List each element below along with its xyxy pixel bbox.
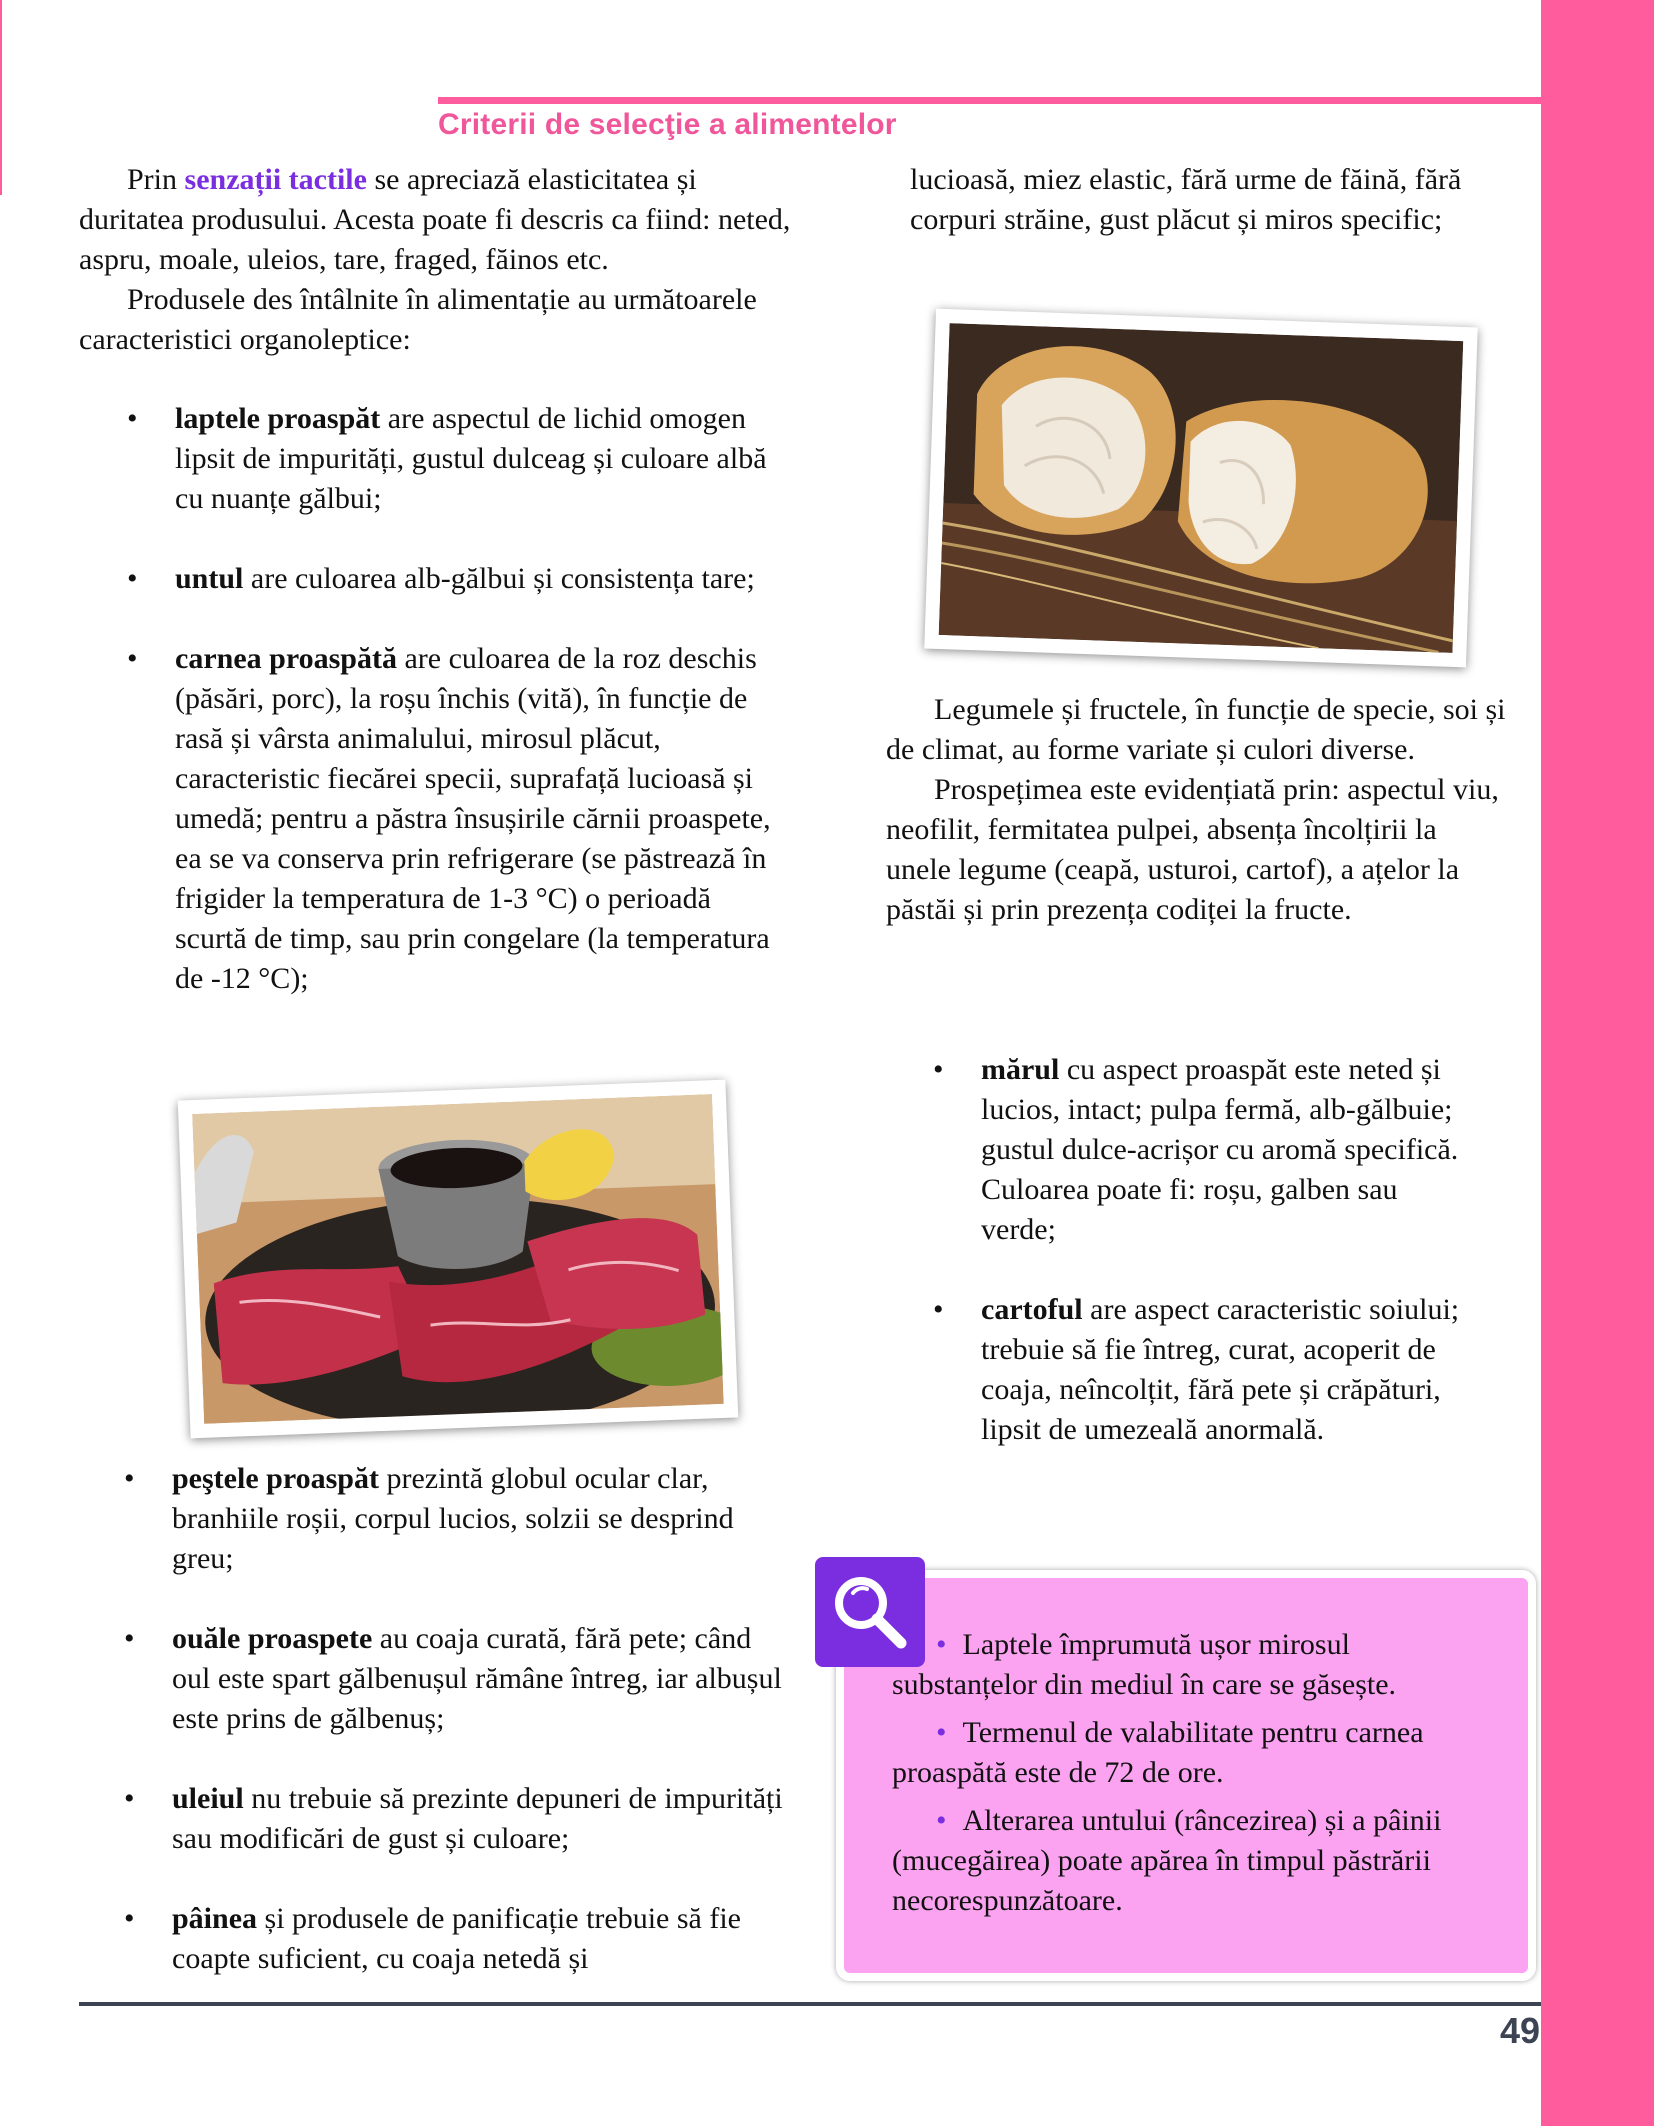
item-term: pâinea [172,1902,258,1935]
list-item [127,639,787,999]
item-term: uleiul [172,1782,244,1815]
item-term: mărul [981,1053,1060,1086]
bullet-icon: • [127,562,138,595]
item-text: prezintă globul ocular clar, branhiile roșii, corpul lucios, solzii se desprind greu; [172,1462,734,1575]
info-item [892,1713,1492,1793]
right-continuation: lucioasă, miez elastic, fără urme de făină, fără corpuri străine, gust plăcut și miros specific; [910,163,1462,236]
intro-paragraph-1 [79,160,799,280]
list-item [124,1459,784,1579]
info-item [892,1625,1492,1705]
item-term: cartoful [981,1293,1083,1326]
page-title: Criterii de selecţie a alimentelor [438,108,897,141]
bullet-icon: • [124,1902,135,1935]
right-paragraph-2: Prospețimea este evidențiată prin: aspectul viu, neofilit, fermitatea pulpei, absența încolțirii la unele legume (ceapă, usturoi, cartof), a ațelor la păstăi și prin prezența codiței la fructe. [886,773,1499,926]
item-text: nu trebuie să prezinte depuneri de impurități sau modificări de gust și culoare; [172,1782,783,1855]
item-term: carnea proaspătă [175,642,397,675]
bullet-icon: • [124,1622,135,1655]
left-intro [79,160,799,360]
list-item [124,1899,784,1979]
list-item [124,1779,784,1859]
info-item-text: Alterarea untului (râncezirea) și a pâinii (mucegăirea) poate apărea în timpul păstrării necorespunzătoare. [892,1804,1442,1917]
intro-text: se apreciază elasticitatea și duritatea produsului. Acesta poate fi descris ca fiind: neted, aspru, moale, uleios, tare, fraged, făinos etc. [79,163,791,276]
info-item-text: Laptele împrumută ușor mirosul substanțelor din mediul în care se găsește. [892,1628,1397,1701]
bread-photo [924,309,1478,668]
meat-image [192,1094,724,1424]
item-term: laptele proaspăt [175,402,381,435]
list-item [127,559,787,599]
item-text: are culoarea alb-gălbui și consistența tare; [250,562,755,595]
highlight-term: senzații tactile [184,163,367,196]
bullet-icon: • [933,1053,944,1086]
bullet-icon: • [127,642,138,675]
bullet-icon: • [936,1716,947,1749]
item-term: untul [175,562,244,595]
info-item-text: Termenul de valabilitate pentru carnea proaspătă este de 72 de ore. [892,1716,1424,1789]
right-decorative-bar [1541,0,1654,2126]
right-list [933,1050,1463,1490]
bullet-icon: • [933,1293,944,1326]
left-decorative-line [0,0,2,195]
list-item [127,399,787,519]
footer-rule [79,2002,1541,2006]
item-text: are aspectul de lichid omogen lipsit de impurități, gustul dulceag și culoare albă cu nuanțe gălbui; [175,402,767,515]
item-text: are aspect caracteristic soiului; trebuie să fie întreg, curat, acoperit de coaja, neîncolțit, fără pete și crăpături, lipsit de umezeală anormală. [981,1293,1460,1446]
item-text: au coaja curată, fără pete; când oul este spart gălbenușul rămâne întreg, iar albușul este prins de gălbenuș; [172,1622,782,1735]
bread-image [939,323,1464,653]
page-number: 49 [1499,2010,1540,2051]
left-list-1 [127,399,787,1039]
bullet-icon: • [936,1804,947,1837]
bullet-icon: • [127,402,138,435]
item-term: ouăle proaspete [172,1622,373,1655]
intro-text: Prin [127,163,178,196]
bullet-icon: • [124,1782,135,1815]
item-term: peştele proaspăt [172,1462,379,1495]
info-text [892,1625,1492,1929]
bullet-icon: • [936,1628,947,1661]
bullet-icon: • [124,1462,135,1495]
right-paragraphs [886,690,1506,930]
intro-paragraph-2: Produsele des întâlnite în alimentație au următoarele caracteristici organoleptice: [79,283,757,356]
item-text: și produsele de panificație trebuie să fie coapte suficient, cu coaja netedă și [172,1902,742,1975]
info-item [892,1801,1492,1921]
header-rule [438,97,1541,104]
list-item [124,1619,784,1739]
right-paragraph-1: Legumele și fructele, în funcție de specie, soi și de climat, au forme variate și culori diverse. [886,693,1506,766]
left-list-2 [124,1459,784,2019]
meat-photo [178,1080,739,1439]
list-item [933,1290,1463,1450]
item-text: are culoarea de la roz deschis (păsări, porc), la roșu închis (vită), în funcție de rasă și vârsta animalului, mirosul plăcut, caracteristic fiecărei specii, suprafață lucioasă și umedă; pentru a păstra însușirile cărnii proaspete, ea se va conserva prin refrigerare (se păstrează în frigider la temperatura de 1-3 °C) o perioadă scurtă de timp, sau prin congelare (la temperatura de -12 °C); [175,642,771,995]
item-text: cu aspect proaspăt este neted și lucios, intact; pulpa fermă, alb-gălbuie; gustul dulce-acrișor cu aromă specifică. Culoarea poate fi: roșu, galben sau verde; [981,1053,1459,1246]
list-item [933,1050,1463,1250]
